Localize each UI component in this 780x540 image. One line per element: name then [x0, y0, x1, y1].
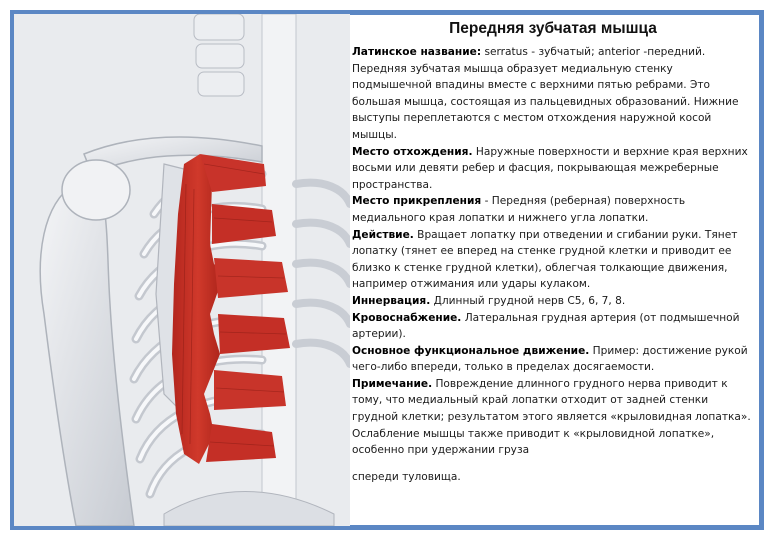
- section-functional-movement: [352, 343, 754, 376]
- section-insertion: [352, 193, 754, 226]
- section-text: Повреждение длинного грудного нерва приводит к тому, что медиальный край лопатки отходит от задней стенки грудной клетки; результатом этого является «крыловидная лопатка». Ослабление мышцы также приводит к «крыловидной лопатке», особенно при удержании груза: [352, 377, 751, 457]
- section-text: Наружные поверхности и верхние края верхних восьми или девяти ребер и фасция, покрывающая межреберные пространства.: [352, 145, 748, 191]
- section-note: [352, 376, 754, 459]
- section-text: - Передняя (реберная) поверхность медиального края лопатки и нижнего угла лопатки.: [352, 195, 686, 224]
- section-text: Длинный грудной нерв С5, 6, 7, 8.: [430, 294, 626, 307]
- section-label: Иннервация.: [352, 294, 431, 307]
- section-label: Основное функциональное движение.: [352, 344, 590, 357]
- description-panel: [352, 20, 754, 520]
- section-text: Латеральная грудная артерия (от подмышечной артерии).: [352, 311, 740, 341]
- section-label: Латинское название:: [352, 46, 482, 58]
- page-title: Передняя зубчатая мышца: [449, 20, 657, 37]
- closing-line: спереди туловища.: [352, 470, 461, 483]
- section-label: Действие.: [352, 228, 414, 241]
- section-text: serratus - зубчатый; anterior -передний. Передняя зубчатая мышца образует медиальную стенку подмышечной впадины вместе с верхними пятью ребрами. Это большая мышца, состоящая из пальцевидных образований. Нижние выступы переплетаются с местом отхождения наружной косой мышцы.: [352, 46, 739, 141]
- anatomy-illustration: [14, 14, 350, 526]
- section-text: Пример: достижение рукой чего-либо впереди, только в пределах досягаемости.: [352, 344, 748, 374]
- section-origin: [352, 144, 754, 194]
- section-label: Место отхождения.: [352, 145, 473, 158]
- section-label: Место прикрепления: [352, 195, 482, 208]
- section-text: Вращает лопатку при отведении и сгибании руки. Тянет лопатку (тянет ее вперед на стенке грудной клетки и приводит ее близко к стенке грудной клетки), облегчая толкающие движения, например отжимания или удары кулаком.: [352, 228, 738, 291]
- section-action: [352, 227, 754, 293]
- section-innervation: [352, 293, 754, 310]
- section-latin-name: [352, 44, 754, 144]
- section-label: Кровоснабжение.: [352, 311, 462, 324]
- section-label: Примечание.: [352, 377, 433, 390]
- section-blood-supply: [352, 310, 754, 343]
